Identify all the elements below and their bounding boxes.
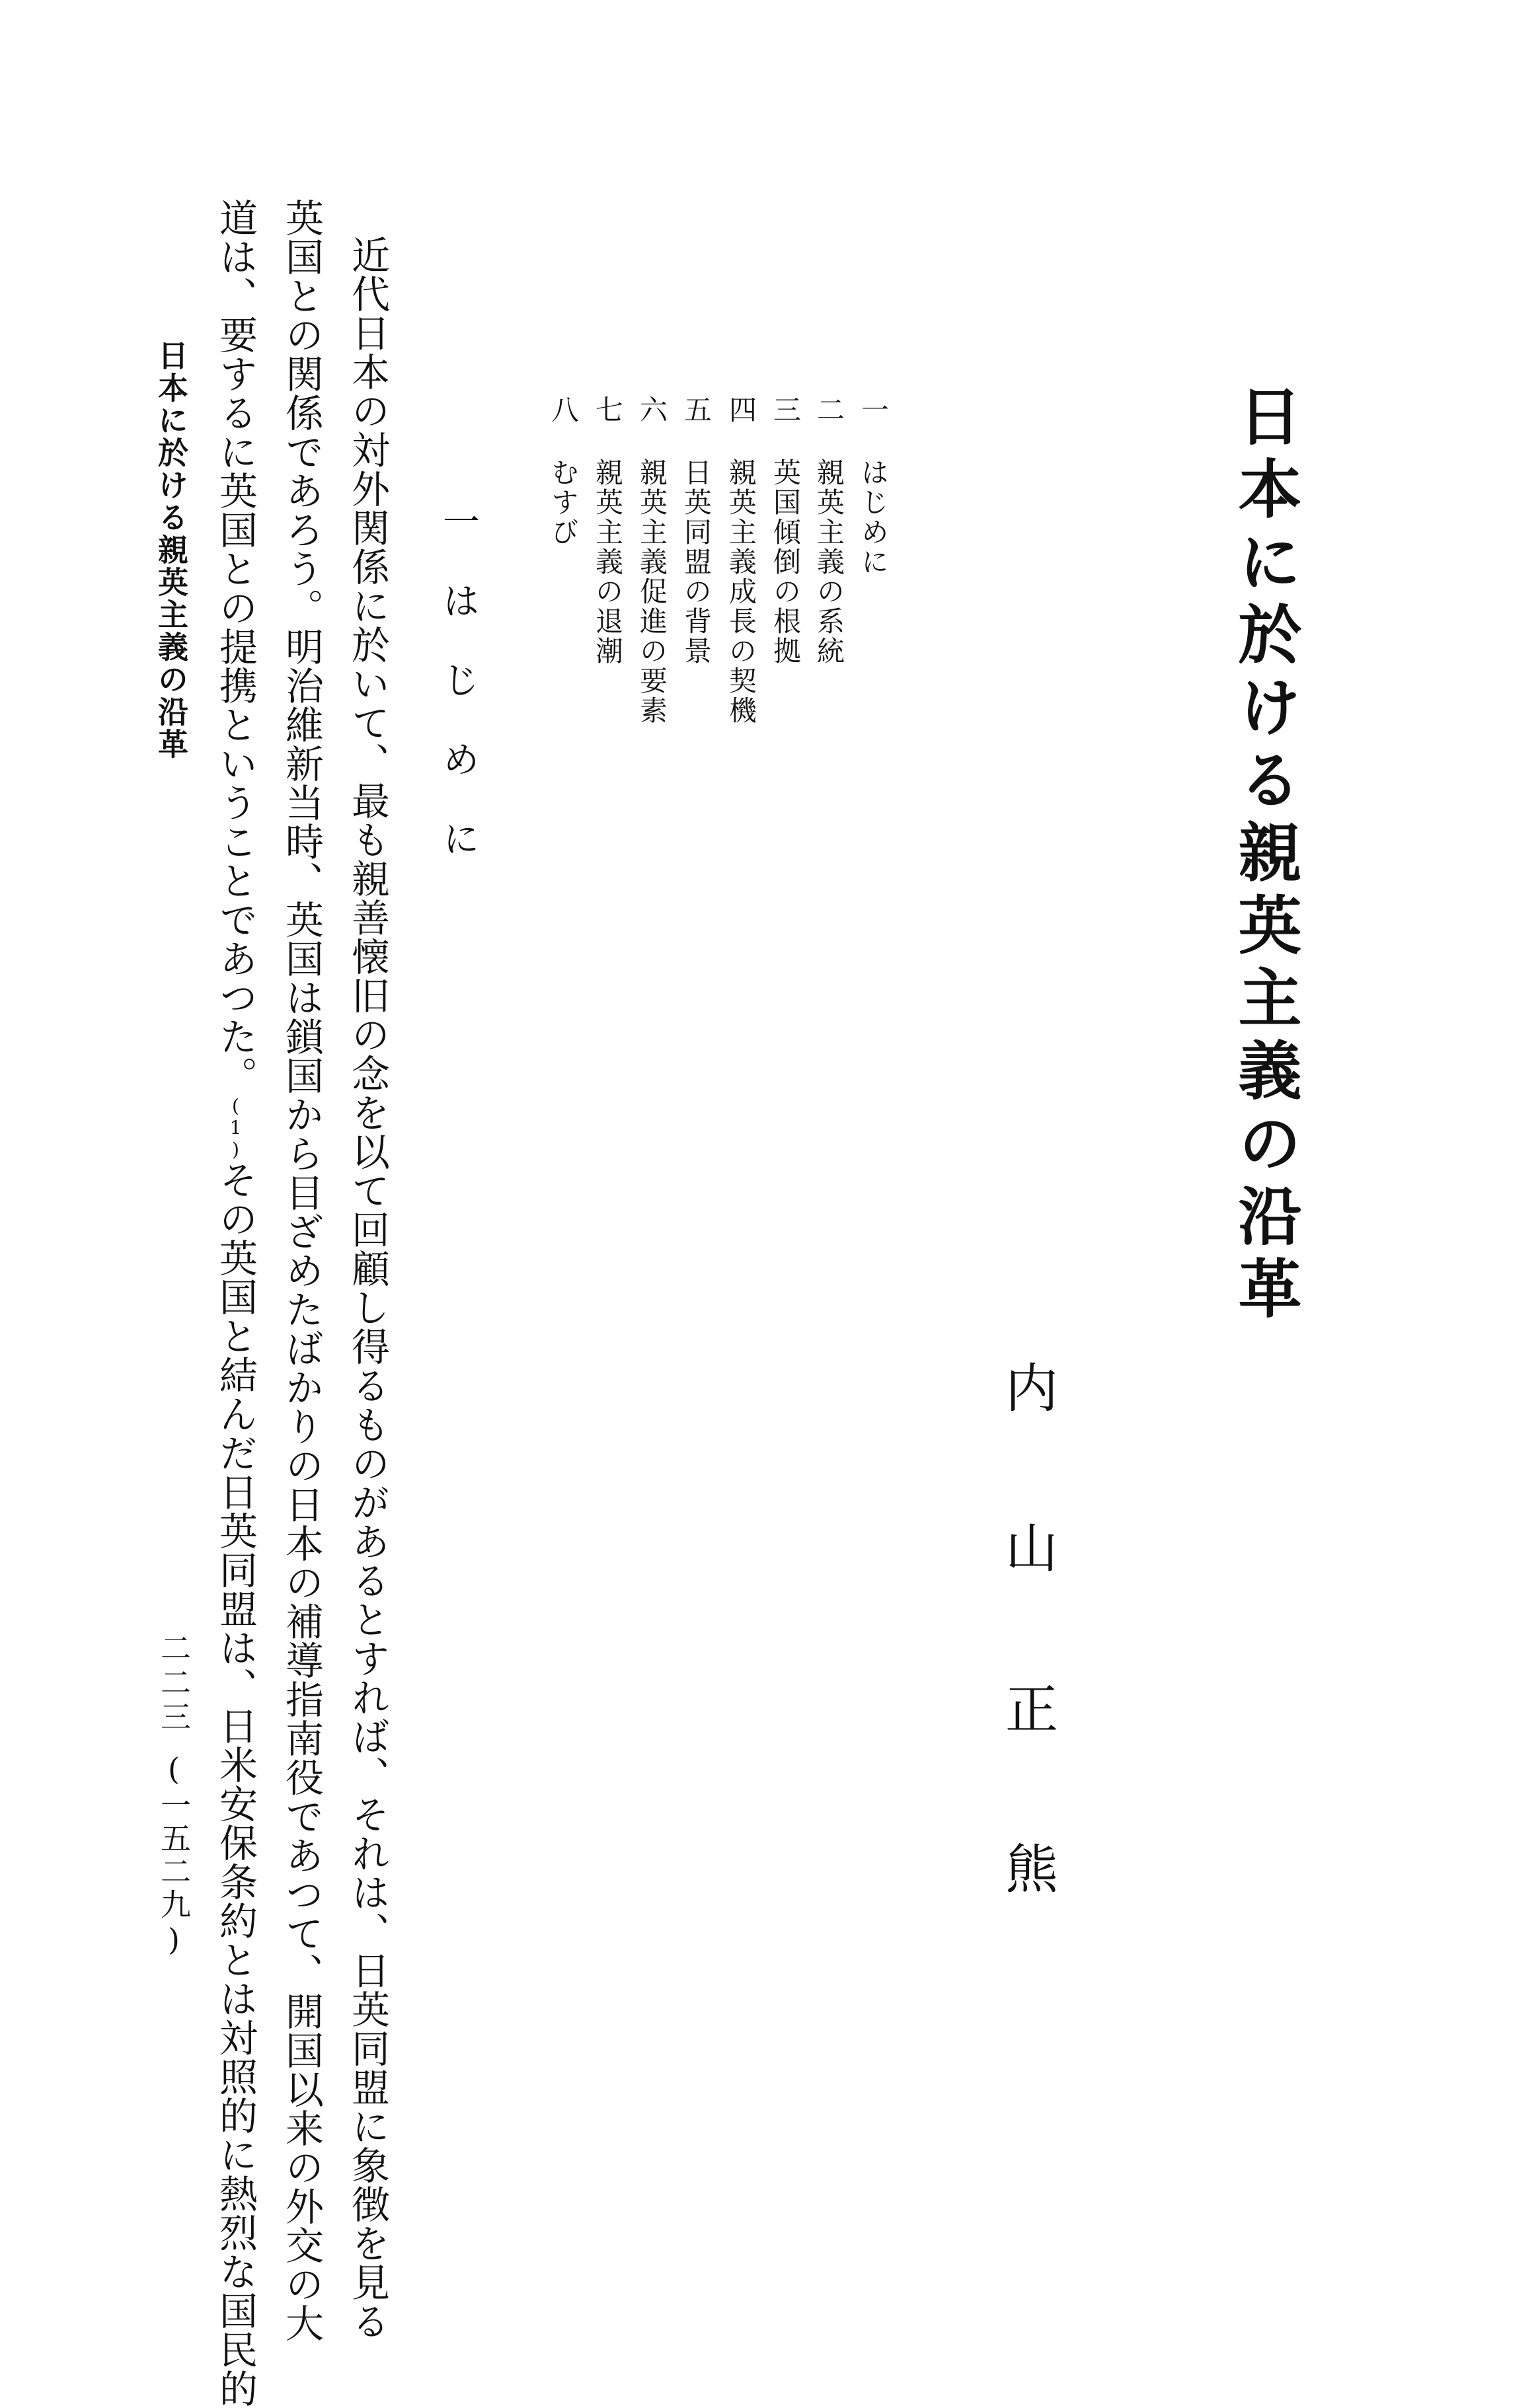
footnote-reference[interactable]: (1) — [225, 1095, 247, 1160]
toc-number: 六 — [636, 395, 668, 425]
toc-item — [857, 395, 890, 699]
toc-item — [547, 395, 580, 699]
section-heading: 一はじめに — [437, 502, 480, 899]
body-line — [213, 198, 258, 2408]
global-page-number: (一五二九) — [156, 1751, 192, 1960]
toc-number: 二 — [813, 395, 845, 425]
toc-item — [725, 395, 757, 726]
toc-label: 英国傾倒の根拠 — [769, 458, 802, 666]
toc-label: 親英主義促進の要素 — [636, 458, 668, 726]
toc-item — [592, 395, 624, 699]
toc-number: 三 — [769, 395, 802, 425]
toc-item — [682, 395, 710, 699]
toc-item — [769, 395, 802, 699]
toc-label: 親英主義成長の契機 — [725, 458, 757, 726]
body-text-segment: 道は、要するに英国との提携ということであつた。 — [213, 198, 258, 1095]
toc-label: 親英主義の退潮 — [592, 458, 624, 666]
toc-label: 日英同盟の背景 — [680, 458, 712, 666]
toc-label: はじめに — [857, 458, 890, 577]
toc-number: 四 — [725, 395, 757, 425]
author-char: 内 — [1005, 1358, 1058, 1419]
body-line: 近代日本の対外関係に於いて、最も親善懐旧の念を以て回顧し得るものがあるとすれば、それは、日英同盟に象徴を見る — [345, 235, 390, 2341]
page-number: 二二三 — [156, 1632, 192, 1735]
toc-item — [636, 395, 668, 726]
toc-number: 七 — [592, 395, 624, 425]
toc-item — [815, 395, 843, 699]
toc-label: むすび — [547, 458, 580, 547]
toc-number: 一 — [857, 395, 890, 425]
running-title: 日本に於ける親英主義の沿革 — [153, 340, 189, 761]
body-text-segment: その英国と結んだ日英同盟は、日米安保条約とは対照的に熱烈な国民的 — [213, 1160, 258, 2408]
toc-label: 親英主義の系統 — [813, 458, 845, 666]
author-char: 熊 — [1005, 1839, 1058, 1900]
body-line: 英国との関係であろう。明治維新当時、英国は鎖国から目ざめたばかりの日本の補導指南役であつて、開国以来の外交の大 — [279, 198, 324, 2343]
author-char: 山 — [1005, 1518, 1058, 1579]
author-char: 正 — [1005, 1679, 1058, 1741]
toc-number: 八 — [547, 395, 580, 425]
paper-title: 日本に於ける親英主義の沿革 — [1228, 383, 1303, 1328]
toc-number: 五 — [680, 395, 712, 425]
